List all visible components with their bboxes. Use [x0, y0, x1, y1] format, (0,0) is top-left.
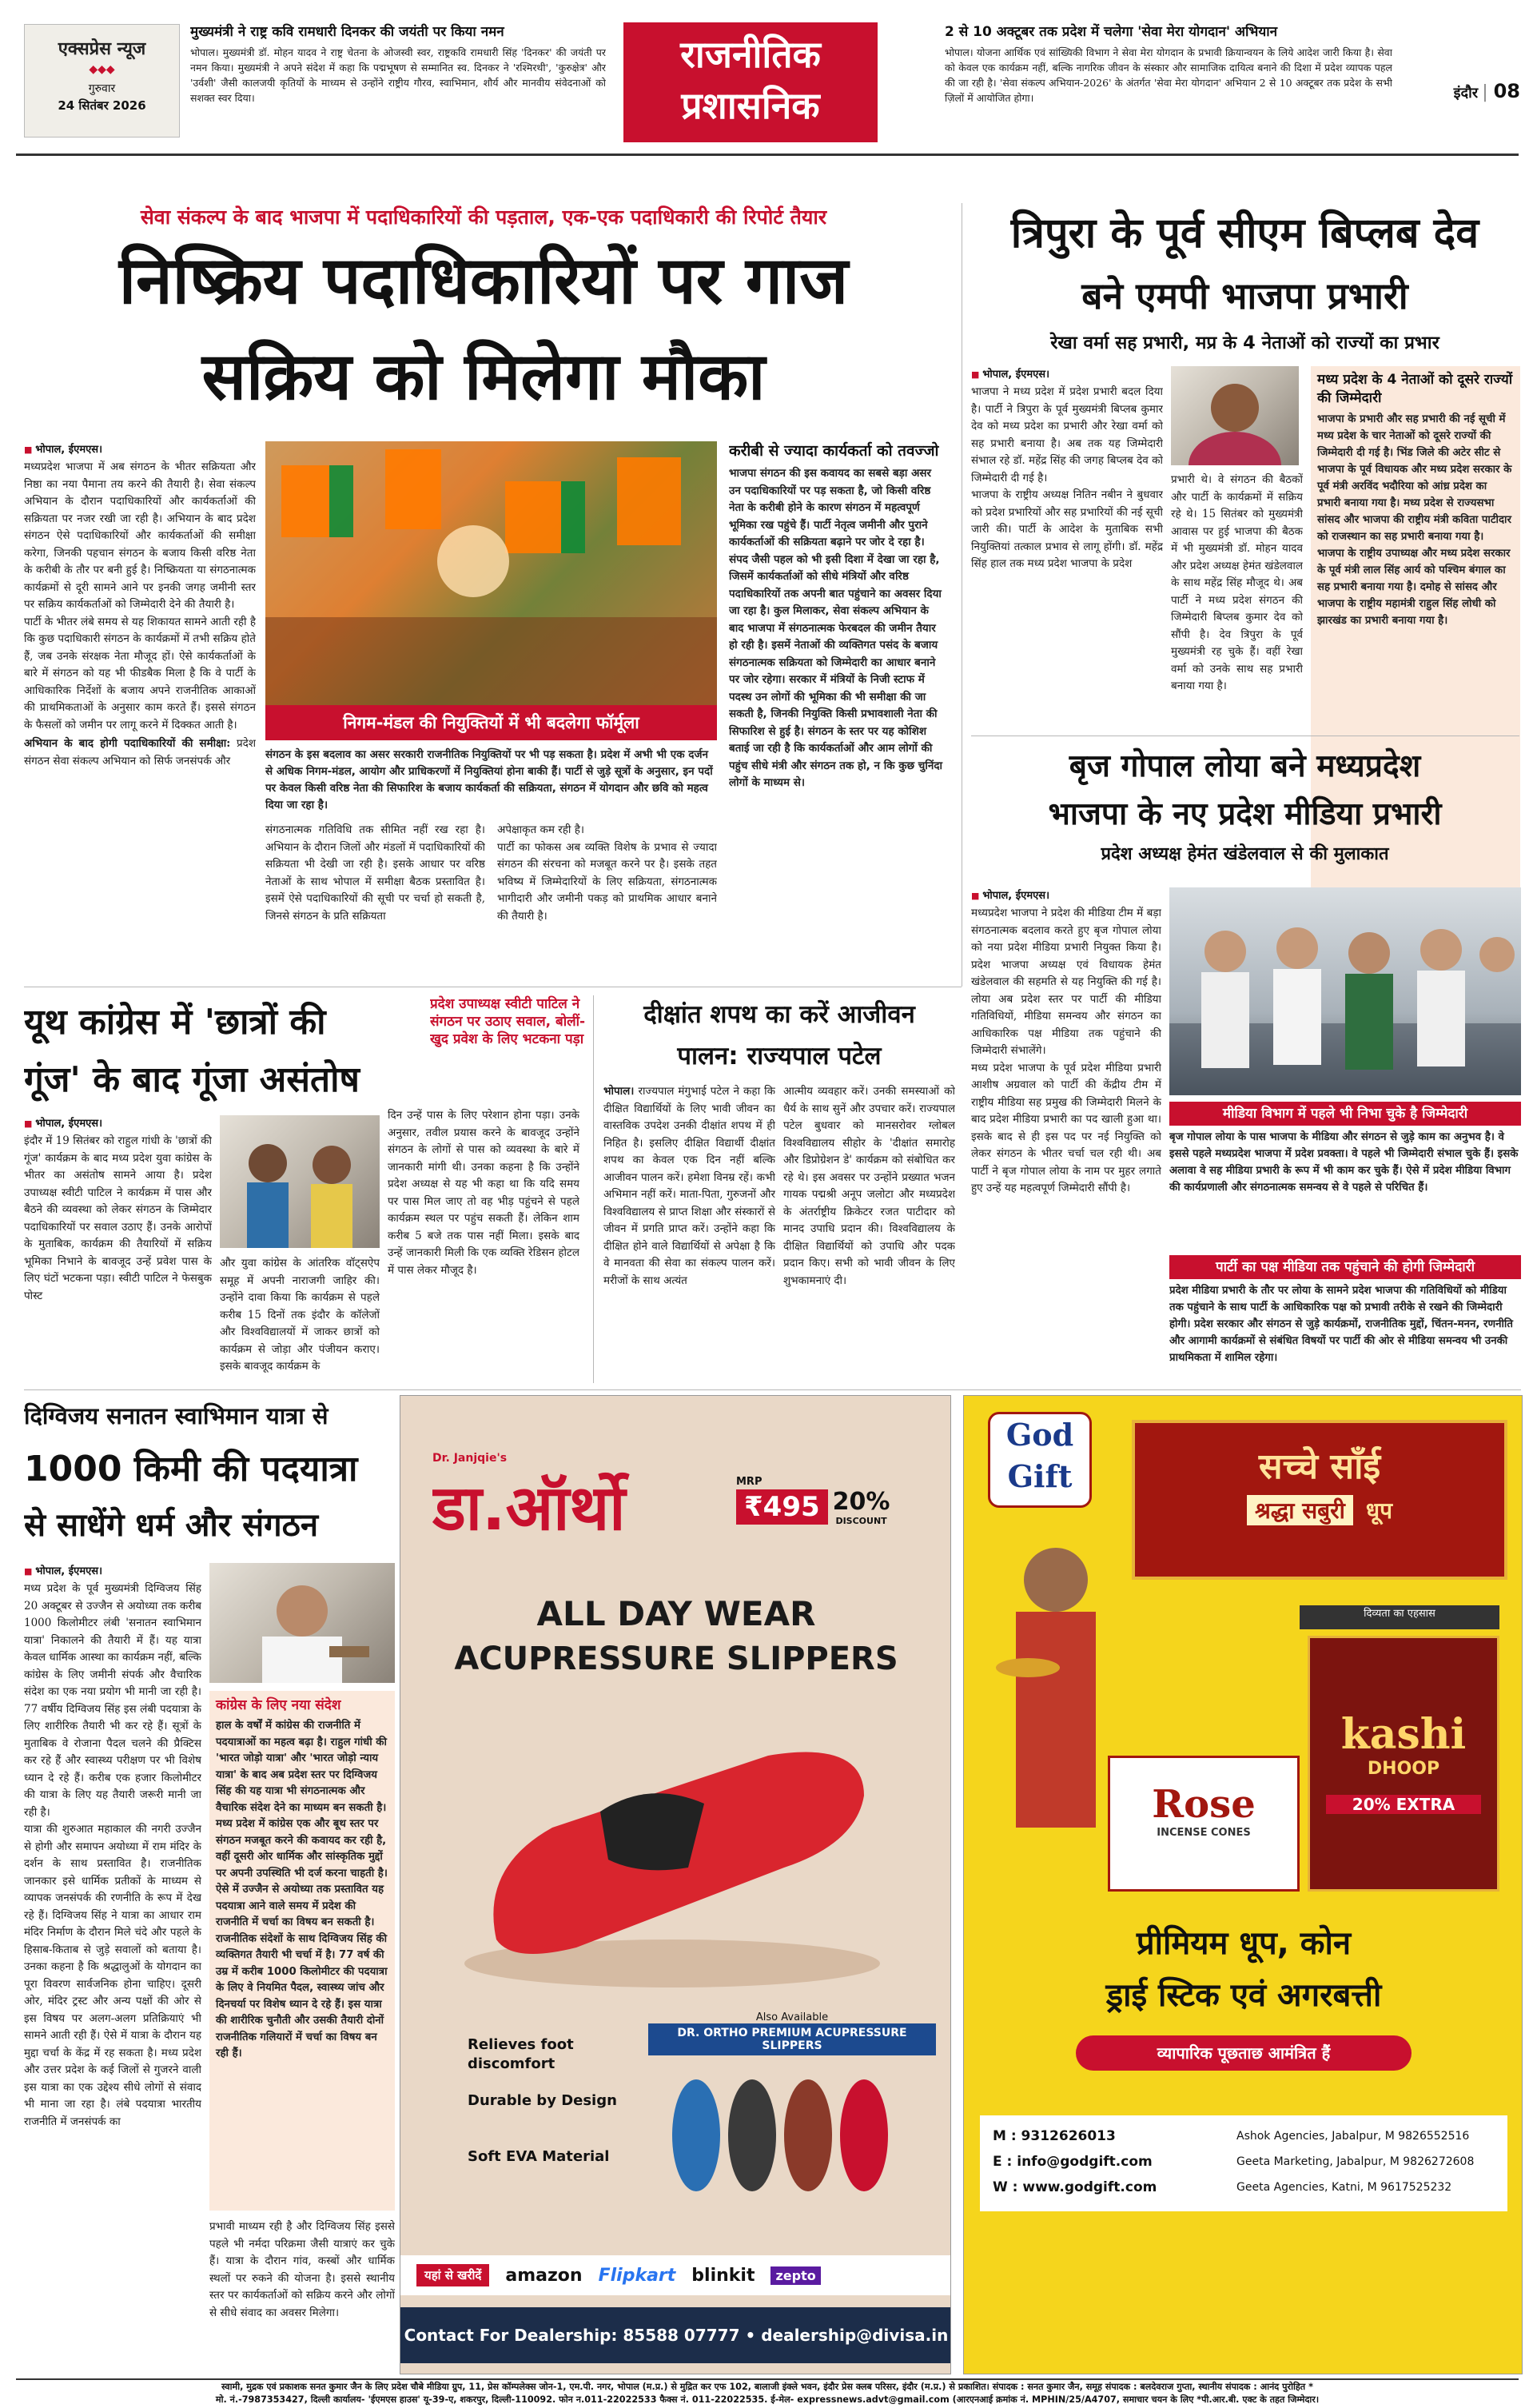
ortho-also-label: Also Available: [755, 2011, 829, 2023]
ortho-buy-label: यहां से खरीदें: [416, 2264, 489, 2286]
right-brief: [945, 22, 1392, 142]
lead-dateline: ■ भोपाल, ईएमएस।: [24, 441, 256, 456]
ortho-feature-2: Durable by Design: [468, 2092, 617, 2109]
section-name-2: प्रशासनिक: [681, 84, 820, 127]
youth-col1: [24, 1115, 212, 1379]
rally-flags-image: [265, 441, 717, 705]
ortho-also-box: [648, 2011, 936, 2219]
lead-col2-text: संगठनात्मक गतिविधि तक सीमित नहीं रख रहा है। अभियान के दौरान जिलों और मंडलों में पदाधिकारियों की सक्रियता भी देखी जा रही है। इसके आधार पर वरिष्ठ नेताओं के साथ भोपाल में समीक्षा बैठक प्रस्तावित है। इसमें ऐसे पदाधिकारियों की सूची पर चर्चा हो सकती है, जिनसे संगठन के प्रति सक्रियता: [265, 823, 485, 923]
digvijay-headline-2: 1000 किमी की पदयात्रा: [24, 1449, 358, 1489]
loya-box2-text: प्रदेश मीडिया प्रभारी के तौर पर लोया के सामने प्रदेश भाजपा की गतिविधियों को मीडिया तक पहुंचाने के साथ पार्टी के आधिकारिक पक्ष को प्रभावी तरीके से रखने की जिम्मेदारी होगी। प्रदेश सरकार और संगठन से जुड़े कार्यक्रमों, राजनीतिक मुद्दों, चिंतन-मनन, रणनीति और आगामी कार्यक्रमों से संबंधित विषयों पर पार्टी की ओर से मीडिया समन्वय भी उनकी प्राथमिकता में शामिल रहेगा।: [1169, 1285, 1513, 1364]
lead-sidebar: [729, 441, 945, 977]
godgift-brand-2: Gift: [1007, 1458, 1073, 1494]
ad-ortho: [400, 1395, 951, 2374]
godgift-product-2: [1308, 1636, 1499, 1892]
store-flipkart[interactable]: Flipkart: [598, 2265, 676, 2286]
godgift-product-1: [1132, 1420, 1507, 1580]
godgift-tag: दिव्यता का एहसास: [1300, 1605, 1499, 1629]
godgift-product-3-sub: INCENSE CONES: [1157, 1827, 1251, 1839]
godgift-product-2-offer: 20% EXTRA: [1326, 1795, 1481, 1814]
lead-photo-caption-bar: निगम-मंडल की नियुक्तियों में भी बदलेगा फॉर्मूला: [265, 705, 717, 740]
page-label: इंदौर | 08: [1453, 80, 1520, 102]
godgift-mobile: M : 9312626013: [993, 2128, 1116, 2144]
loya-box2: [1169, 1255, 1521, 1383]
loya-box2-head: पार्टी का पक्ष मीडिया तक पहुंचाने की होगी जिम्मेदारी: [1169, 1255, 1521, 1279]
oath-col1: [603, 1083, 775, 1383]
ortho-tagline-1: ALL DAY WEAR: [536, 1594, 816, 1633]
digvijay-portrait-image: [209, 1563, 395, 1683]
store-blinkit[interactable]: blinkit: [691, 2265, 755, 2286]
ortho-logo: [432, 1452, 736, 1572]
lead-col3: [497, 822, 717, 974]
godgift-agency-1: Ashok Agencies, Jabalpur, M 9826552516: [1236, 2130, 1470, 2143]
ortho-mrp-label: MRP: [736, 1476, 763, 1488]
oath-col2: [783, 1083, 955, 1383]
lead-photo: [265, 441, 717, 705]
youth-headline-2: गूंज' के बाद गूंजा असंतोष: [24, 1059, 360, 1100]
digvijay-col1: [24, 1563, 201, 2362]
tripura-box-head: मध्य प्रदेश के 4 नेताओं को दूसरे राज्यों की जिम्मेदारी: [1317, 372, 1513, 406]
slipper-image: [448, 1708, 896, 1995]
tripura-col1-text: भाजपा ने मध्य प्रदेश में प्रदेश प्रभारी बदल दिया है। पार्टी ने त्रिपुरा के पूर्व मुख्यमंत्री बिप्लब कुमार देव को मध्य प्रदेश का प्रभारी और रेखा वर्मा को सह प्रभारी बनाया है। अब तक यह जिम्मेदारी संभाल रहे डॉ. महेंद्र सिंह की जगह बिप्लब देव को जिम्मेदारी दी गई है। भाजपा के राष्ट्रीय अध्यक्ष नितिन नबीन ने बुधवार को प्रदेश प्रभारियों और सह प्रभारियों की नई सूची जारी की। पार्टी के आदेश के मुताबिक सभी नियुक्तियां तत्काल प्रभाव से लागू होंगी। डॉ. महेंद्र सिंह हाल तक मध्य प्रदेश भाजपा के प्रदेश: [971, 385, 1163, 570]
godgift-email[interactable]: E : info@godgift.com: [993, 2154, 1153, 2170]
lead-col3-text: अपेक्षाकृत कम रही है। पार्टी का फोकस अब व्यक्ति विशेष के प्रभाव से ज्यादा संगठन की संरचना को मजबूत करने पर है। इसके तहत भविष्य में जिम्मेदारियों के लिए सक्रियता, संगठनात्मक भागीदारी और जमीनी पकड़ को प्राथमिक आधार बनाने की तैयारी है।: [497, 823, 717, 923]
loya-box1-text: बृज गोपाल लोया के पास भाजपा के मीडिया और संगठन से जुड़े काम का अनुभव है। वे इससे पहले मध्यप्रदेश भाजपा में प्रदेश प्रवक्ता। वे पहले भी जिम्मेदारी संभाल चुके हैं। इसके अलावा वे सह मीडिया प्रभारी के रूप में भी काम कर चुके हैं। ऐसे में प्रदेश मीडिया विभाग की कार्यप्रणाली और संगठनात्मक समन्वय से वे पहले से परिचित हैं।: [1169, 1131, 1519, 1194]
ad-godgift: [963, 1395, 1523, 2374]
digvijay-box-head: कांग्रेस के लिए नया संदेश: [216, 1697, 341, 1713]
masthead-rule: [16, 153, 1519, 156]
imprint-line-1: स्वामी, मुद्रक एवं प्रकाशक सनत कुमार जैन के लिए प्रदेश चौबे मीडिया ग्रुप, 11, प्रेस कॉम्पलेक्स जोन-1, एम.पी. नगर, भोपाल (म.प्र.) से मुद्रित कर एफ 102, बालाजी इंक्ले भवन, इंदौर प्रेस क्लब परिसर, इंदौर (म.प्र.) से प्रकाशित। संपादक : सनत कुमार जैन, समूह संपादक : बलदेवराज गुप्ता, स्थानीय संपादक : आनंद पुरोहित *: [221, 2382, 1313, 2392]
godgift-logo: [988, 1412, 1092, 1508]
portrait-image: [1171, 366, 1299, 465]
ortho-discount-label: DISCOUNT: [835, 1516, 887, 1526]
oath-headline-1: दीक्षांत शपथ का करें आजीवन: [643, 1000, 915, 1029]
youth-dateline: ■ भोपाल, ईएमएस।: [24, 1115, 212, 1130]
godgift-web[interactable]: W : www.godgift.com: [993, 2179, 1157, 2195]
digvijay-box: [209, 1691, 395, 2211]
ortho-feature-3: Soft EVA Material: [468, 2148, 610, 2165]
youth-side-head: प्रदेश उपाध्यक्ष स्वीटी पाटिल ने संगठन पर उठाए सवाल, बोलीं- खुद प्रवेश के लिए भटकना पड़ा: [430, 996, 586, 1047]
paper-name: एक्सप्रेस न्यूज: [58, 39, 146, 59]
women-portrait-image: [220, 1115, 380, 1248]
ortho-discount: 20%: [832, 1488, 890, 1516]
godgift-headline-2: ड्राई स्टिक एवं अगरबत्ती: [1105, 1977, 1382, 2014]
oath-dateline: भोपाल।: [603, 1085, 635, 1098]
ortho-price: ₹495: [736, 1489, 828, 1525]
page-number: 08: [1493, 80, 1520, 102]
digvijay-headline-3: से साधेंगे धर्म और संगठन: [24, 1507, 319, 1544]
digvijay-col2: [209, 2219, 395, 2366]
rekha-verma-photo: [1171, 366, 1299, 465]
lead-col2: [265, 822, 485, 974]
ortho-price-tag: [736, 1476, 928, 1548]
issue-date: 24 सितंबर 2026: [58, 98, 146, 113]
tripura-col2-text: प्रभारी थे। वे संगठन की बैठकों और पार्टी के कार्यक्रमों में सक्रिय रहे थे। 15 सितंबर को मुख्यमंत्री आवास पर हुई भाजपा की बैठक में भी मुख्यमंत्री डॉ. मोहन यादव और प्रदेश अध्यक्ष हेमंत खंडेलवाल के साथ महेंद्र सिंह मौजूद थे। अब पार्टी ने मध्य प्रदेश संगठन की जिम्मेदारी बिप्लब कुमार देव को सौंपी है। देव त्रिपुरा के पूर्व मुख्यमंत्री रह चुके हैं। वहीं रेखा वर्मा को उनके साथ सह प्रभारी बनाया गया है।: [1171, 473, 1303, 692]
tripura-subhead: रेखा वर्मा सह प्रभारी, मप्र के 4 नेताओं को राज्यों का प्रभार: [1050, 333, 1439, 353]
ornament-icon: ◆◆◆: [89, 63, 115, 76]
loya-photo: [1169, 887, 1521, 1095]
godgift-brand-1: God: [1005, 1417, 1074, 1453]
godgift-cta: व्यापारिक पूछताछ आमंत्रित हैं: [1076, 2035, 1412, 2071]
youth-col1-text: इंदौर में 19 सितंबर को राहुल गांधी के 'छात्रों की गूंज' कार्यक्रम के बाद मध्य प्रदेश युवा कांग्रेस के भीतर का असंतोष सामने आया है। प्रदेश उपाध्यक्ष स्वीटी पाटिल ने कार्यक्रम में पास और बैठने की व्यवस्था को लेकर संगठन के जिम्मेदार पदाधिकारियों पर सवाल उठाए हैं। उनके आरोपों के मुताबिक, कार्यक्रम की तैयारियों में सक्रिय भूमिका निभाने के बावजूद उन्हें प्रवेश पास के लिए घंटों भटकना पड़ा। स्वीटी पाटिल ने फेसबुक पोस्ट: [24, 1134, 212, 1302]
oath-headline-2: पालन: राज्यपाल पटेल: [677, 1042, 882, 1070]
tripura-headline-2: बने एमपी भाजपा प्रभारी: [1081, 274, 1408, 317]
youth-col3: [388, 1107, 579, 1383]
paper-logo-box: [24, 24, 180, 138]
loya-box1: [1169, 1102, 1521, 1250]
lead-col1-subhead: अभियान के बाद होगी पदाधिकारियों की समीक्षा:: [24, 737, 231, 750]
digvijay-col1-text: मध्य प्रदेश के पूर्व मुख्यमंत्री दिग्विजय सिंह 20 अक्टूबर से उज्जैन से अयोध्या तक करीब 1000 किलोमीटर लंबी 'सनातन स्वाभिमान यात्रा' निकालने की तैयारी में हैं। यह यात्रा केवल धार्मिक आस्था का कार्यक्रम नहीं, बल्कि कांग्रेस के लिए जमीनी संपर्क और वैचारिक संदेश का एक नया प्रयोग भी मानी जा रही है। 77 वर्षीय दिग्विजय सिंह इस लंबी पदयात्रा के लिए शारीरिक तैयारी भी कर रहे हैं। सूत्रों के मुताबिक वे रोजाना पैदल चलने की प्रैक्टिस कर रहे हैं और स्वास्थ्य परीक्षण पर भी विशेष ध्यान दे रहे हैं। करीब एक हजार किलोमीटर की यात्रा के लिए यह तैयारी जरूरी मानी जा रही है। यात्रा की शुरुआत महाकाल की नगरी उज्जैन से होगी और समापन अयोध्या में राम मंदिर के दर्शन के साथ प्रस्तावित है। राजनीतिक जानकार इसे धार्मिक प्रतीकों के माध्यम से व्यापक जनसंपर्क की रणनीति के रूप में देख रहे हैं। दिग्विजय सिंह ने यात्रा का आधार राम मंदिर निर्माण के दौरान मिले चंदे और पहले के हिसाब-किताब से जुड़े सवालों को बताया है। उनका कहना है कि श्रद्धालुओं के योगदान का पूरा विवरण सार्वजनिक होना चाहिए। दूसरी ओर, मंदिर ट्रस्ट और अन्य पक्षों की ओर से इस विषय पर अलग-अलग प्रतिक्रियाएं भी सामने आती रही हैं। ऐसे में यात्रा के दौरान यह मुद्दा चर्चा के केंद्र में रह सकता है। मध्य प्रदेश और उत्तर प्रदेश के कई जिलों से गुजरने वाली इस यात्रा का एक उद्देश्य सीधे लोगों से संवाद भी माना जा रहा है। लंबे पदयात्रा भारतीय राजनीति में जनसंपर्क का: [24, 1582, 201, 2128]
loya-col1: [971, 887, 1161, 1375]
digvijay-box-text: हाल के वर्षों में कांग्रेस की राजनीति में पदयात्राओं का महत्व बढ़ा है। राहुल गांधी की 'भारत जोड़ो यात्रा' और 'भारत जोड़ो न्याय यात्रा' के बाद अब प्रदेश स्तर पर दिग्विजय सिंह की यह यात्रा भी संगठनात्मक और वैचारिक संदेश देने का माध्यम बन सकती है। मध्य प्रदेश में कांग्रेस एक और बूथ स्तर पर संगठन मजबूत करने की कवायद कर रही है, वहीं दूसरी ओर धार्मिक और सांस्कृतिक मुद्दों पर अपनी उपस्थिति भी दर्ज करना चाहती है। ऐसे में उज्जैन से अयोध्या तक प्रस्तावित यह पदयात्रा आने वाले समय में प्रदेश की राजनीति में चर्चा का विषय बन सकती है। राजनीतिक संदेशों के साथ दिग्विजय सिंह की व्यक्तिगत तैयारी भी चर्चा में है। 77 वर्ष की उम्र में करीब 1000 किलोमीटर की पदयात्रा के लिए वे नियमित पैदल, स्वास्थ्य जांच और दिनचर्या पर विशेष ध्यान दे रहे हैं। इस यात्रा की शारीरिक चुनौती और उसकी तैयारी दोनों राजनीतिक गलियारों में चर्चा का विषय बन रही हैं।: [216, 1720, 388, 2059]
ortho-brand: डा.ऑर्थो: [432, 1473, 626, 1545]
city-name: इंदौर: [1453, 85, 1479, 102]
left-brief-text: भोपाल। मुख्यमंत्री डॉ. मोहन यादव ने राष्ट्र चेतना के ओजस्वी स्वर, राष्ट्रकवि रामधारी सिंह 'दिनकर' की जयंती पर नमन किया। मुख्यमंत्री ने अपने संदेश में कहा कि पद्मभूषण से सम्मानित स्व. दिनकर ने 'रश्मिरथी', 'कुरुक्षेत्र' और 'उर्वशी' जैसी कालजयी कृतियों के माध्यम से उन्होंने राष्ट्रीय गौरव, स्वाभिमान, शौर्य और मानवीय संवेदनाओं को सशक्त स्वर दिया।: [190, 46, 606, 104]
right-brief-text: भोपाल। योजना आर्थिक एवं सांख्यिकी विभाग ने सेवा मेरा योगदान के प्रभावी क्रियान्वयन के लिये आदेश जारी किया है। सेवा को केवल एक कार्यक्रम नहीं, बल्कि नागरिक जीवन के संस्कार और सामाजिक दायित्व बनाने की दिशा में प्रदेश व्यापक पहल की जा रही है। 'सेवा संकल्प अभियान-2026' के अंतर्गत 'सेवा मेरा योगदान' अभियान 2 से 10 अक्टूबर तक प्रदेश के सभी ज़िलों में आयोजित होगा।: [945, 46, 1392, 104]
loya-dateline: ■ भोपाल, ईएमएस।: [971, 887, 1161, 902]
youth-col2: [220, 1255, 380, 1383]
lead-headline-1: निष्क्रिय पदाधिकारियों पर गाज: [118, 243, 849, 319]
digvijay-dateline: ■ भोपाल, ईएमएस।: [24, 1563, 201, 1577]
godgift-headline-1: प्रीमियम धूप, कोन: [1136, 1925, 1352, 1962]
issue-day: गुरुवार: [88, 82, 116, 95]
left-brief: [190, 22, 606, 142]
slipper-variants-image: [648, 2055, 936, 2215]
digvijay-headline-1: दिग्विजय सनातन स्वाभिमान यात्रा से: [24, 1402, 328, 1429]
masthead: [0, 0, 1533, 148]
ortho-contact: Contact For Dealership: 85588 07777 • dealership@divisa.in: [400, 2307, 951, 2363]
loya-headline-2: भाजपा के नए प्रदेश मीडिया प्रभारी: [1048, 796, 1442, 832]
loya-col1-text: मध्यप्रदेश भाजपा ने प्रदेश की मीडिया टीम में बड़ा संगठनात्मक बदलाव करते हुए बृज गोपाल लोया को नया प्रदेश मीडिया प्रभारी नियुक्त किया है। प्रदेश भाजपा अध्यक्ष एवं विधायक हेमंत खंडेलवाल की सहमति से यह नियुक्ति की गई है। लोया अब प्रदेश स्तर पर पार्टी की मीडिया गतिविधियों, मीडिया समन्वय और संगठन का आधिकारिक पक्ष मीडिया तक पहुंचाने की जिम्मेदारी संभालेंगे। मध्य प्रदेश भाजपा के पूर्व प्रदेश मीडिया प्रभारी आशीष अग्रवाल को पार्टी की केंद्रीय टीम में राष्ट्रीय मीडिया सह प्रमुख की जिम्मेदारी मिलने के बाद प्रदेश मीडिया प्रभारी का पद खाली हुआ था। इसके बाद से ही इस पद पर नई नियुक्ति को लेकर संगठन के भीतर चर्चा चल रही थी। अब पार्टी ने बृज गोपाल लोया के नाम पर मुहर लगाते हुए उन्हें यह महत्वपूर्ण जिम्मेदारी सौंपी है।: [971, 907, 1161, 1194]
ortho-brand-small: Dr. Janjqie's: [432, 1452, 508, 1465]
tripura-headline-1: त्रिपुरा के पूर्व सीएम बिप्लब देव: [1010, 209, 1479, 257]
oath-col1-text: राज्यपाल मंगुभाई पटेल ने कहा कि दीक्षित विद्यार्थियों के लिए भावी जीवन का वास्तविक उपदेश उनकी दीक्षांत शपथ में ही निहित है। इसलिए दीक्षित विद्यार्थी दीक्षांत शपथ का केवल एक दिन नहीं बल्कि आजीवन पालन करें। हमेशा विनम्र रहें। कभी अभिमान नहीं करें। माता-पिता, गुरुजनों और विश्वविद्यालय से प्राप्त शिक्षा और संस्कारों से जीवन में प्रगति प्राप्त करें। उन्होंने कहा कि दीक्षित होने वाले विद्यार्थियों से अपेक्षा है कि वे मानवता की सेवा का संकल्प पालन करें। मरीजों के साथ अत्यंत: [603, 1085, 775, 1287]
lead-photo-caption-text: संगठन के इस बदलाव का असर सरकारी राजनीतिक नियुक्तियों पर भी पड़ सकता है। प्रदेश में अभी भी एक दर्जन से अधिक निगम-मंडल, आयोग और प्राधिकरणों में नियुक्तियां होना बाकी हैं। पार्टी से जुड़े सूत्रों के अनुसार, इन पदों पर केवल किसी वरिष्ठ नेता की सिफारिश के बजाय कार्यकर्ता की सक्रियता, संगठन में योगदान और छवि को महत्व दिया जा रहा है।: [265, 748, 713, 811]
lead-kicker: सेवा संकल्प के बाद भाजपा में पदाधिकारियों की पड़ताल, एक-एक पदाधिकारी की रिपोर्ट तैयार: [140, 205, 827, 229]
godgift-product-2-name: kashi: [1340, 1710, 1467, 1759]
section-tag: [623, 22, 878, 142]
youth-col3-text: दिन उन्हें पास के लिए परेशान होना पड़ा। उनके अनुसार, तवील प्रयास करने के बावजूद उन्होंने संगठन के लोगों से पास को व्यवस्था के बारे में जानकारी मांगी थी। उनका कहना है कि उन्होंने प्रदेश अध्यक्ष से यह भी कहा था कि यदि समय पर पास मिल जाए तो वह भीड़ पहुंचने से पहले कार्यक्रम स्थल पर पहुंच सकती हैं। लेकिन शाम करीब 5 बजे तक पास नहीं मिला। इसके बाद उन्हें जानकारी मिली कि एक व्यक्ति रेडिसन होटल में पास लेकर मौजूद है।: [388, 1109, 579, 1277]
loya-headline-1: बृज गोपाल लोया बने मध्यप्रदेश: [1069, 748, 1421, 784]
digvijay-col2-text: प्रभावी माध्यम रही है और दिग्विजय सिंह इससे पहले भी नर्मदा परिक्रमा जैसी यात्राएं कर चुके हैं। यात्रा के दौरान गांव, कस्बों और धार्मिक स्थलों पर रुकने की योजना है। इससे स्थानीय स्तर पर कार्यकर्ताओं को सक्रिय करने और लोगों से सीधे संवाद का अवसर मिलेगा।: [209, 2220, 395, 2319]
tripura-dateline: ■ भोपाल, ईएमएस।: [971, 366, 1163, 381]
lead-col1-text: मध्यप्रदेश भाजपा में अब संगठन के भीतर सक्रियता और निष्ठा का नया पैमाना तय करने की तैयारी है। सेवा संकल्प अभियान के दौरान पदाधिकारियों और कार्यकर्ताओं की सक्रियता पर नजर रखी जा रही है। अभियान के बाद प्रदेश संगठन ऐसे पदाधिकारियों और कार्यकर्ताओं की समीक्षा करेगा, जिनकी पहचान संगठन के बजाय किसी वरिष्ठ नेता के करीबी के तौर पर बनी हुई है। निष्क्रियता या संगठनात्मक कार्यक्रमों से दूरी सामने आने पर इनकी जगह जमीनी स्तर पर सक्रिय कार्यकर्ताओं को जिम्मेदारी देने की तैयारी है। पार्टी के भीतर लंबे समय से यह शिकायत सामने आती रही है कि कुछ पदाधिकारी संगठन के कार्यक्रमों में तभी सक्रिय होते हैं, जब उनके संरक्षक नेता मौजूद हों। ऐसे कार्यकर्ताओं के बारे में संगठन को यह भी फीडबैक मिला है कि वे पार्टी के आधिकारिक निर्देशों के बजाय अपने राजनीतिक आकाओं की प्राथमिकताओं के अनुसार काम करते हैं। इससे संगठन के फैसलों को जमीन पर लागू करने में दिक्कत आती है।: [24, 460, 256, 732]
youth-col2-text: और युवा कांग्रेस के आंतरिक वॉट्सऐप समूह में अपनी नाराजगी जाहिर की। उन्होंने दावा किया कि कार्यक्रम से पहले करीब 15 दिनों तक इंदौर के कॉलेजों और विश्वविद्यालयों में जाकर छात्रों को कार्यक्रम से जोड़ा और पंजीयन कराए। इसके बावजूद कार्यक्रम के: [220, 1257, 380, 1373]
godgift-agency-3: Geeta Agencies, Katni, M 9617525232: [1236, 2181, 1452, 2194]
digvijay-photo: [209, 1563, 395, 1683]
godgift-agency-2: Geeta Marketing, Jabalpur, M 9826272608: [1236, 2155, 1475, 2168]
ortho-features: [432, 2035, 632, 2227]
ortho-also-product: DR. ORTHO PREMIUM ACUPRESSURE SLIPPERS: [648, 2023, 936, 2055]
godgift-product-1-sub: श्रद्धा सबुरी: [1247, 1495, 1353, 1525]
lead-sidebar-text: भाजपा संगठन की इस कवायद का सबसे बड़ा असर उन पदाधिकारियों पर पड़ सकता है, जो किसी वरिष्ठ नेता के करीबी होने के कारण संगठन में महत्वपूर्ण भूमिका रख पहुंचे हैं। पार्टी नेतृत्व जमीनी और पुराने कार्यकर्ताओं की सक्रियता बढ़ाने पर जोर दे रहा है। संपद जैसी पहल को भी इसी दिशा में देखा जा रहा है, जिसमें कार्यकर्ताओं को सीधे मंत्रियों और वरिष्ठ पदाधिकारियों तक अपनी बात पहुंचाने का अवसर दिया जा रहा है। कुल मिलाकर, सेवा संकल्प अभियान के बाद भाजपा में संगठनात्मक फेरबदल की जमीन तैयार हो रही है। इसमें नेताओं की व्यक्तिगत पसंद के बजाय संगठनात्मक सक्रियता को जिम्मेदारी का आधार बनाने पर जोर रहेगा। सरकार में मंत्रियों के निजी स्टाफ में पदस्थ उन लोगों की भूमिका की भी समीक्षा की जा सकती है, जिनकी नियुक्ति किसी प्रभावशाली नेता की सिफारिश से हुई है। संगठन के स्तर पर यह कोशिश बताई जा रही है कि कार्यकर्ताओं और आम लोगों की पहुंच सीधे मंत्री और संगठन तक हो, न कि कुछ चुनिंदा लोगों के माध्यम से।: [729, 467, 943, 789]
group-meeting-image: [1169, 887, 1521, 1095]
section-name-1: राजनीतिक: [680, 33, 821, 76]
ortho-buy-bar: [400, 2255, 951, 2295]
loya-box1-head: मीडिया विभाग में पहले भी निभा चुके है जिम्मेदारी: [1169, 1102, 1521, 1126]
godgift-product-3: [1108, 1756, 1300, 1892]
godgift-product-2-sub: DHOOP: [1367, 1759, 1440, 1779]
oath-col2-text: आत्मीय व्यवहार करें। उनकी समस्याओं को धैर्य के साथ सुनें और उपचार करें। राज्यपाल पटेल बुधवार को मानसरोवर ग्लोबल विश्वविद्यालय सीहोर के 'दीक्षांत समारोह और डिप्रोग्रेशन डे' कार्यक्रम को संबोधित कर रहे थे। इस अवसर पर उन्होंने प्रख्यात भजन गायक पद्मश्री अनूप जलोटा और मध्यप्रदेश के अंतर्राष्ट्रीय क्रिकेटर रजत पाटीदार को मानद उपाधि प्रदान की। विश्वविद्यालय के दीक्षित विद्यार्थियों को उपाधि और पदक प्रदान किए। सभी को भावी जीवन के लिए शुभकामनाएं दी।: [783, 1085, 955, 1287]
godgift-product-1-type: धूप: [1365, 1497, 1392, 1524]
tripura-box-text: भाजपा के प्रभारी और सह प्रभारी की नई सूची में मध्य प्रदेश के चार नेताओं को दूसरे राज्यों की जिम्मेदारी दी गई है। भिंड जिले की अटेर सीट से भाजपा के पूर्व विधायक और मध्य प्रदेश सरकार के पूर्व मंत्री अरविंद भदौरिया को आंध्र प्रदेश का प्रभारी बनाया गया है। मध्य प्रदेश से राज्यसभा सांसद और भाजपा की राष्ट्रीय मंत्री कविता पाटीदार को राजस्थान का सह प्रभारी बनाया गया है। भाजपा के राष्ट्रीय उपाध्यक्ष और मध्य प्रदेश सरकार के पूर्व मंत्री लाल सिंह आर्य को पश्चिम बंगाल का सह प्रभारी बनाया गया है। दमोह से सांसद और भाजपा के राष्ट्रीय महामंत्री राहुल सिंह लोधी को झारखंड का प्रभारी बनाया गया है।: [1317, 413, 1512, 627]
loya-subhead: प्रदेश अध्यक्ष हेमंत खंडेलवाल से की मुलाकात: [1101, 844, 1389, 864]
ortho-tagline-2: ACUPRESSURE SLIPPERS: [454, 1641, 898, 1677]
godgift-product-3-name: Rose: [1152, 1782, 1256, 1827]
imprint-line-2: मो. नं.-7987353427, दिल्ली कार्यालय- 'ईएमएस हाउस' यू-39-ए, शकरपुर, दिल्ली-110092. फोन न.011-22022533 फैक्स नं. 011-22022535. ई-मेल- expressnews.advt@gmail.com (आरएनआई क्रमांक नं. MPHIN/25/A4707, समाचार चयन के लिए *पी.आर.बी. एक्ट के तहत जिम्मेदार।: [215, 2394, 1320, 2405]
right-brief-headline: 2 से 10 अक्टूबर तक प्रदेश में चलेगा 'सेवा मेरा योगदान' अभियान: [945, 24, 1278, 40]
godgift-contact: [980, 2115, 1507, 2211]
lead-sidebar-head: करीबी से ज्यादा कार्यकर्ता को तवज्जो: [729, 442, 939, 460]
youth-photo: [220, 1115, 380, 1248]
godgift-product-1-name: सच्चे साँई: [1258, 1446, 1381, 1487]
store-zepto[interactable]: zepto: [770, 2266, 820, 2285]
lead-headline-2: सक्रिय को मिलेगा मौका: [201, 339, 766, 415]
youth-headline-1: यूथ कांग्रेस में 'छात्रों की: [24, 1002, 326, 1043]
store-amazon[interactable]: amazon: [505, 2265, 583, 2286]
left-brief-headline: मुख्यमंत्री ने राष्ट्र कवि रामधारी दिनकर की जयंती पर किया नमन: [190, 24, 504, 40]
lead-col1-end: प्रदेश संगठन सेवा संकल्प अभियान को सिर्फ जनसंपर्क और: [24, 737, 256, 767]
ortho-feature-1: Relieves foot discomfort: [468, 2036, 574, 2072]
